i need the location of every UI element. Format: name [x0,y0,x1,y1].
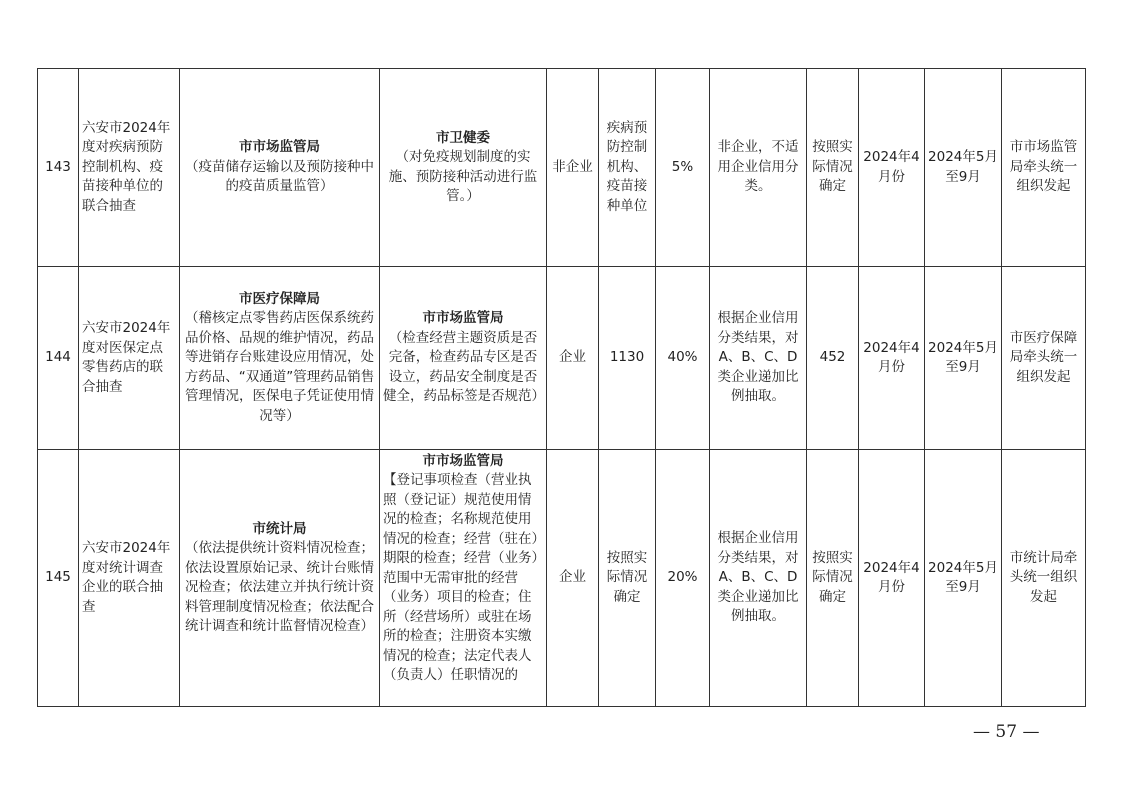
table-row [38,450,1086,707]
row-number: 144 [38,267,79,450]
table-row [38,267,1086,450]
initiator: 市统计局牵头统一组织发起 [1002,450,1086,707]
sample-count: 按照实际情况确定 [807,450,859,707]
inspection-period: 2024年5月至9月 [925,450,1002,707]
inspection-period: 2024年5月至9月 [925,267,1002,450]
coop-dept-name: 市市场监管局 [422,452,504,469]
initiator: 市市场监管局牵头统一组织发起 [1002,69,1086,267]
lead-dept-desc: （疫苗储存运输以及预防接种中的疫苗质量监管） [185,158,374,195]
object-type: 企业 [547,267,599,450]
lead-dept-desc: （依法提供统计资料情况检查；依法设置原始记录、统计台账情况检查；依法建立并执行统计资料管理制度情况检查；依法配合统计调查和统计监督情况检查） [185,540,374,634]
lead-department [180,267,380,450]
start-time: 2024年4月份 [859,450,925,707]
sample-count: 452 [807,267,859,450]
coop-dept-name: 市市场监管局 [422,310,504,327]
lead-dept-name: 市医疗保障局 [239,290,320,307]
coop-dept-name: 市卫健委 [436,129,490,146]
sample-method: 根据企业信用分类结果，对A、B、C、D类企业递加比例抽取。 [710,450,807,707]
coop-department [380,450,547,707]
initiator: 市医疗保障局牵头统一组织发起 [1002,267,1086,450]
coop-cell-clip [383,452,543,705]
object-scope: 按照实际情况确定 [599,450,656,707]
coop-department [380,267,547,450]
sample-ratio: 20% [656,450,710,707]
row-number: 143 [38,69,79,267]
object-type: 非企业 [547,69,599,267]
task-name: 六安市2024年度对疾病预防控制机构、疫苗接种单位的联合抽查 [79,69,180,267]
page-number: — 57 — [973,722,1040,742]
table-row [38,69,1086,267]
coop-dept-desc: 【登记事项检查（营业执照（登记证）规范使用情况的检查；名称规范使用情况的检查；经营（驻在）期限的检查；经营（业务）范围中无需审批的经营（业务）项目的检查；住所（经营场所）或驻在场所的检查；注册资本实缴情况的检查；法定代表人（负责人）任职情况的 [383,472,539,683]
inspection-table [37,68,1086,707]
object-type: 企业 [547,450,599,707]
lead-dept-desc: （稽核定点零售药店医保系统药品价格、品规的维护情况，药品等进销存台账建设应用情况，处方药品、“双通道”管理药品销售管理情况，医保电子凭证使用情况等） [184,310,375,424]
sample-method: 根据企业信用分类结果，对A、B、C、D类企业递加比例抽取。 [710,267,807,450]
coop-department [380,69,547,267]
object-scope: 疾病预防控制机构、疫苗接种单位 [599,69,656,267]
start-time: 2024年4月份 [859,69,925,267]
lead-dept-name: 市市场监管局 [239,139,320,156]
coop-dept-desc: （检查经营主题资质是否完备，检查药品专区是否设立，药品安全制度是否健全，药品标签是否规范） [383,329,545,405]
sample-ratio: 40% [656,267,710,450]
task-name: 六安市2024年度对医保定点零售药店的联合抽查 [79,267,180,450]
row-number: 145 [38,450,79,707]
sample-method: 非企业，不适用企业信用分类。 [710,69,807,267]
lead-department [180,69,380,267]
coop-dept-desc: （对免疫规划制度的实施、预防接种活动进行监管。） [388,149,538,204]
inspection-period: 2024年5月至9月 [925,69,1002,267]
lead-department [180,450,380,707]
start-time: 2024年4月份 [859,267,925,450]
sample-ratio: 5% [656,69,710,267]
task-name: 六安市2024年度对统计调查企业的联合抽查 [79,450,180,707]
sample-count: 按照实际情况确定 [807,69,859,267]
object-scope: 1130 [599,267,656,450]
lead-dept-name: 市统计局 [252,520,307,537]
